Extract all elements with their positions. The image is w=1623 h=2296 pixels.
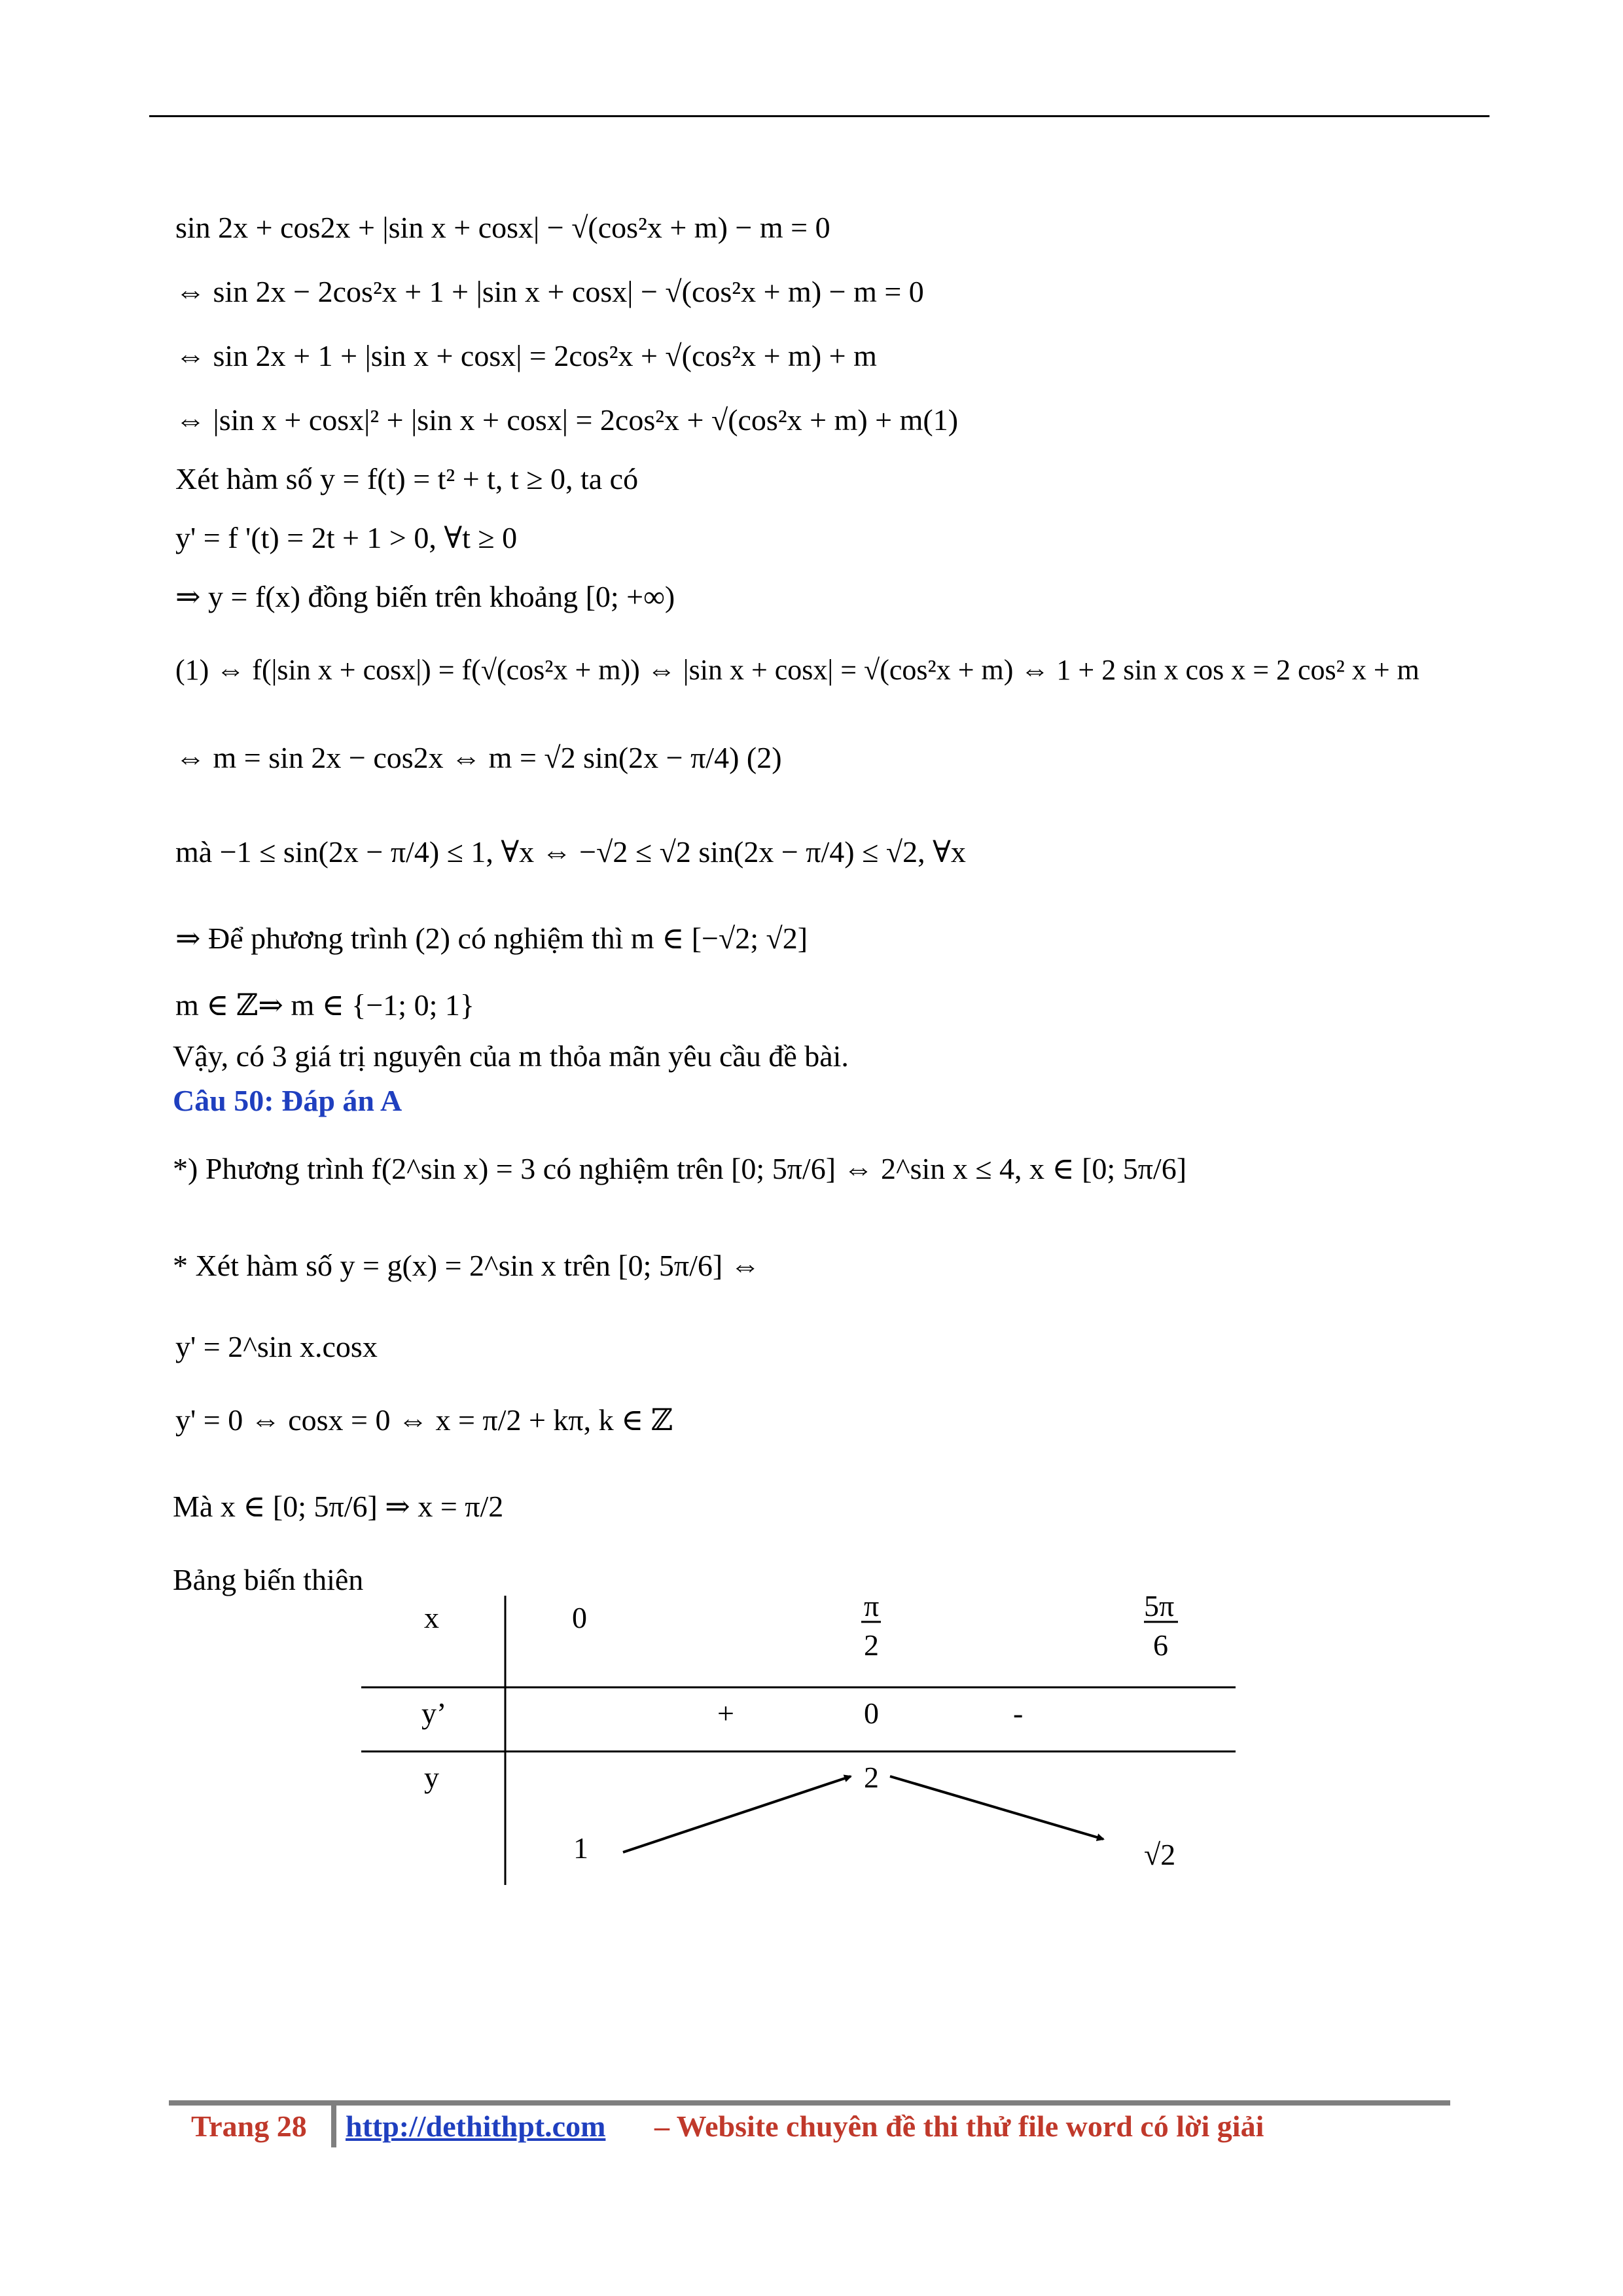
function-g-line: * Xét hàm số y = g(x) = 2^sin x trên [0; 5π/6] ⇔ [173, 1249, 760, 1282]
sign-minus: - [1013, 1696, 1024, 1730]
row-label-y: y [424, 1761, 439, 1794]
increasing-arrow [623, 1776, 851, 1852]
website-link[interactable]: http://dethithpt.com [346, 2109, 606, 2143]
variation-table-title: Bảng biến thiên [173, 1563, 364, 1596]
question-50-heading: Câu 50: Đáp án A [173, 1084, 402, 1117]
y-end-value: √2 [1144, 1838, 1176, 1871]
x-value-5pi-num: 5π [1144, 1589, 1175, 1623]
equation-line-2: ⇔ sin 2x − 2cos²x + 1 + |sin x + cosx| − √(cos²x + m) − m = 0 [175, 275, 924, 308]
row-label-y-prime: y’ [421, 1696, 447, 1730]
equation-statement: *) Phương trình f(2^sin x) = 3 có nghiệm trên [0; 5π/6] ⇔ 2^sin x ≤ 4, x ∈ [0; 5π/6] [173, 1152, 1187, 1185]
function-definition: Xét hàm số y = f(t) = t² + t, t ≥ 0, ta có [175, 462, 639, 495]
equation-line-3: ⇔ sin 2x + 1 + |sin x + cosx| = 2cos²x + √(cos²x + m) + m [175, 339, 877, 372]
x-value-pi-num: π [864, 1589, 880, 1623]
condition-line: ⇒ Để phương trình (2) có nghiệm thì m ∈ [−√2; √2] [175, 922, 808, 955]
equation-line-4: ⇔ |sin x + cosx|² + |sin x + cosx| = 2cos²x + √(cos²x + m) + m(1) [175, 403, 959, 437]
x-value-5pi-den: 6 [1153, 1628, 1168, 1662]
footer-divider [331, 2100, 336, 2147]
monotonic-line: ⇒ y = f(x) đồng biến trên khoảng [0; +∞) [175, 580, 675, 613]
equivalence-line: (1) ⇔ f(|sin x + cosx|) = f(√(cos²x + m)) ⇔ |sin x + cosx| = √(cos²x + m) ⇔ 1 + 2 sin x cos x = 2 cos² x + m [175, 654, 1419, 686]
x-value-pi-den: 2 [864, 1628, 879, 1662]
x-value-0: 0 [572, 1601, 587, 1634]
equation-2-line: ⇔ m = sin 2x − cos2x ⇔ m = √2 sin(2x − π/4) (2) [175, 741, 782, 774]
conclusion-line: Vậy, có 3 giá trị nguyên của m thỏa mãn yêu cầu đề bài. [173, 1039, 849, 1073]
footer-tagline: – Website chuyên đề thi thử file word có lời giải [654, 2109, 1264, 2143]
derivative-line: y' = f '(t) = 2t + 1 > 0, ∀t ≥ 0 [175, 521, 518, 554]
page-number: Trang 28 [191, 2109, 307, 2143]
row-label-x: x [424, 1601, 439, 1634]
decreasing-arrow [890, 1776, 1103, 1839]
bound-line: mà −1 ≤ sin(2x − π/4) ≤ 1, ∀x ⇔ −√2 ≤ √2 sin(2x − π/4) ≤ √2, ∀x [175, 835, 966, 869]
integer-values-line: m ∈ ℤ⇒ m ∈ {−1; 0; 1} [175, 988, 474, 1022]
y-start-value: 1 [573, 1831, 588, 1865]
derivative-g-line: y' = 2^sin x.cosx [175, 1330, 378, 1363]
critical-point-line: y' = 0 ⇔ cosx = 0 ⇔ x = π/2 + kπ, k ∈ ℤ [175, 1403, 673, 1437]
footer-rule [169, 2100, 1450, 2106]
y-max-value: 2 [864, 1761, 879, 1794]
sign-plus: + [717, 1696, 734, 1730]
equation-line-1: sin 2x + cos2x + |sin x + cosx| − √(cos²x + m) − m = 0 [175, 211, 830, 244]
restricted-solution-line: Mà x ∈ [0; 5π/6] ⇒ x = π/2 [173, 1490, 504, 1523]
sign-zero: 0 [864, 1696, 879, 1730]
